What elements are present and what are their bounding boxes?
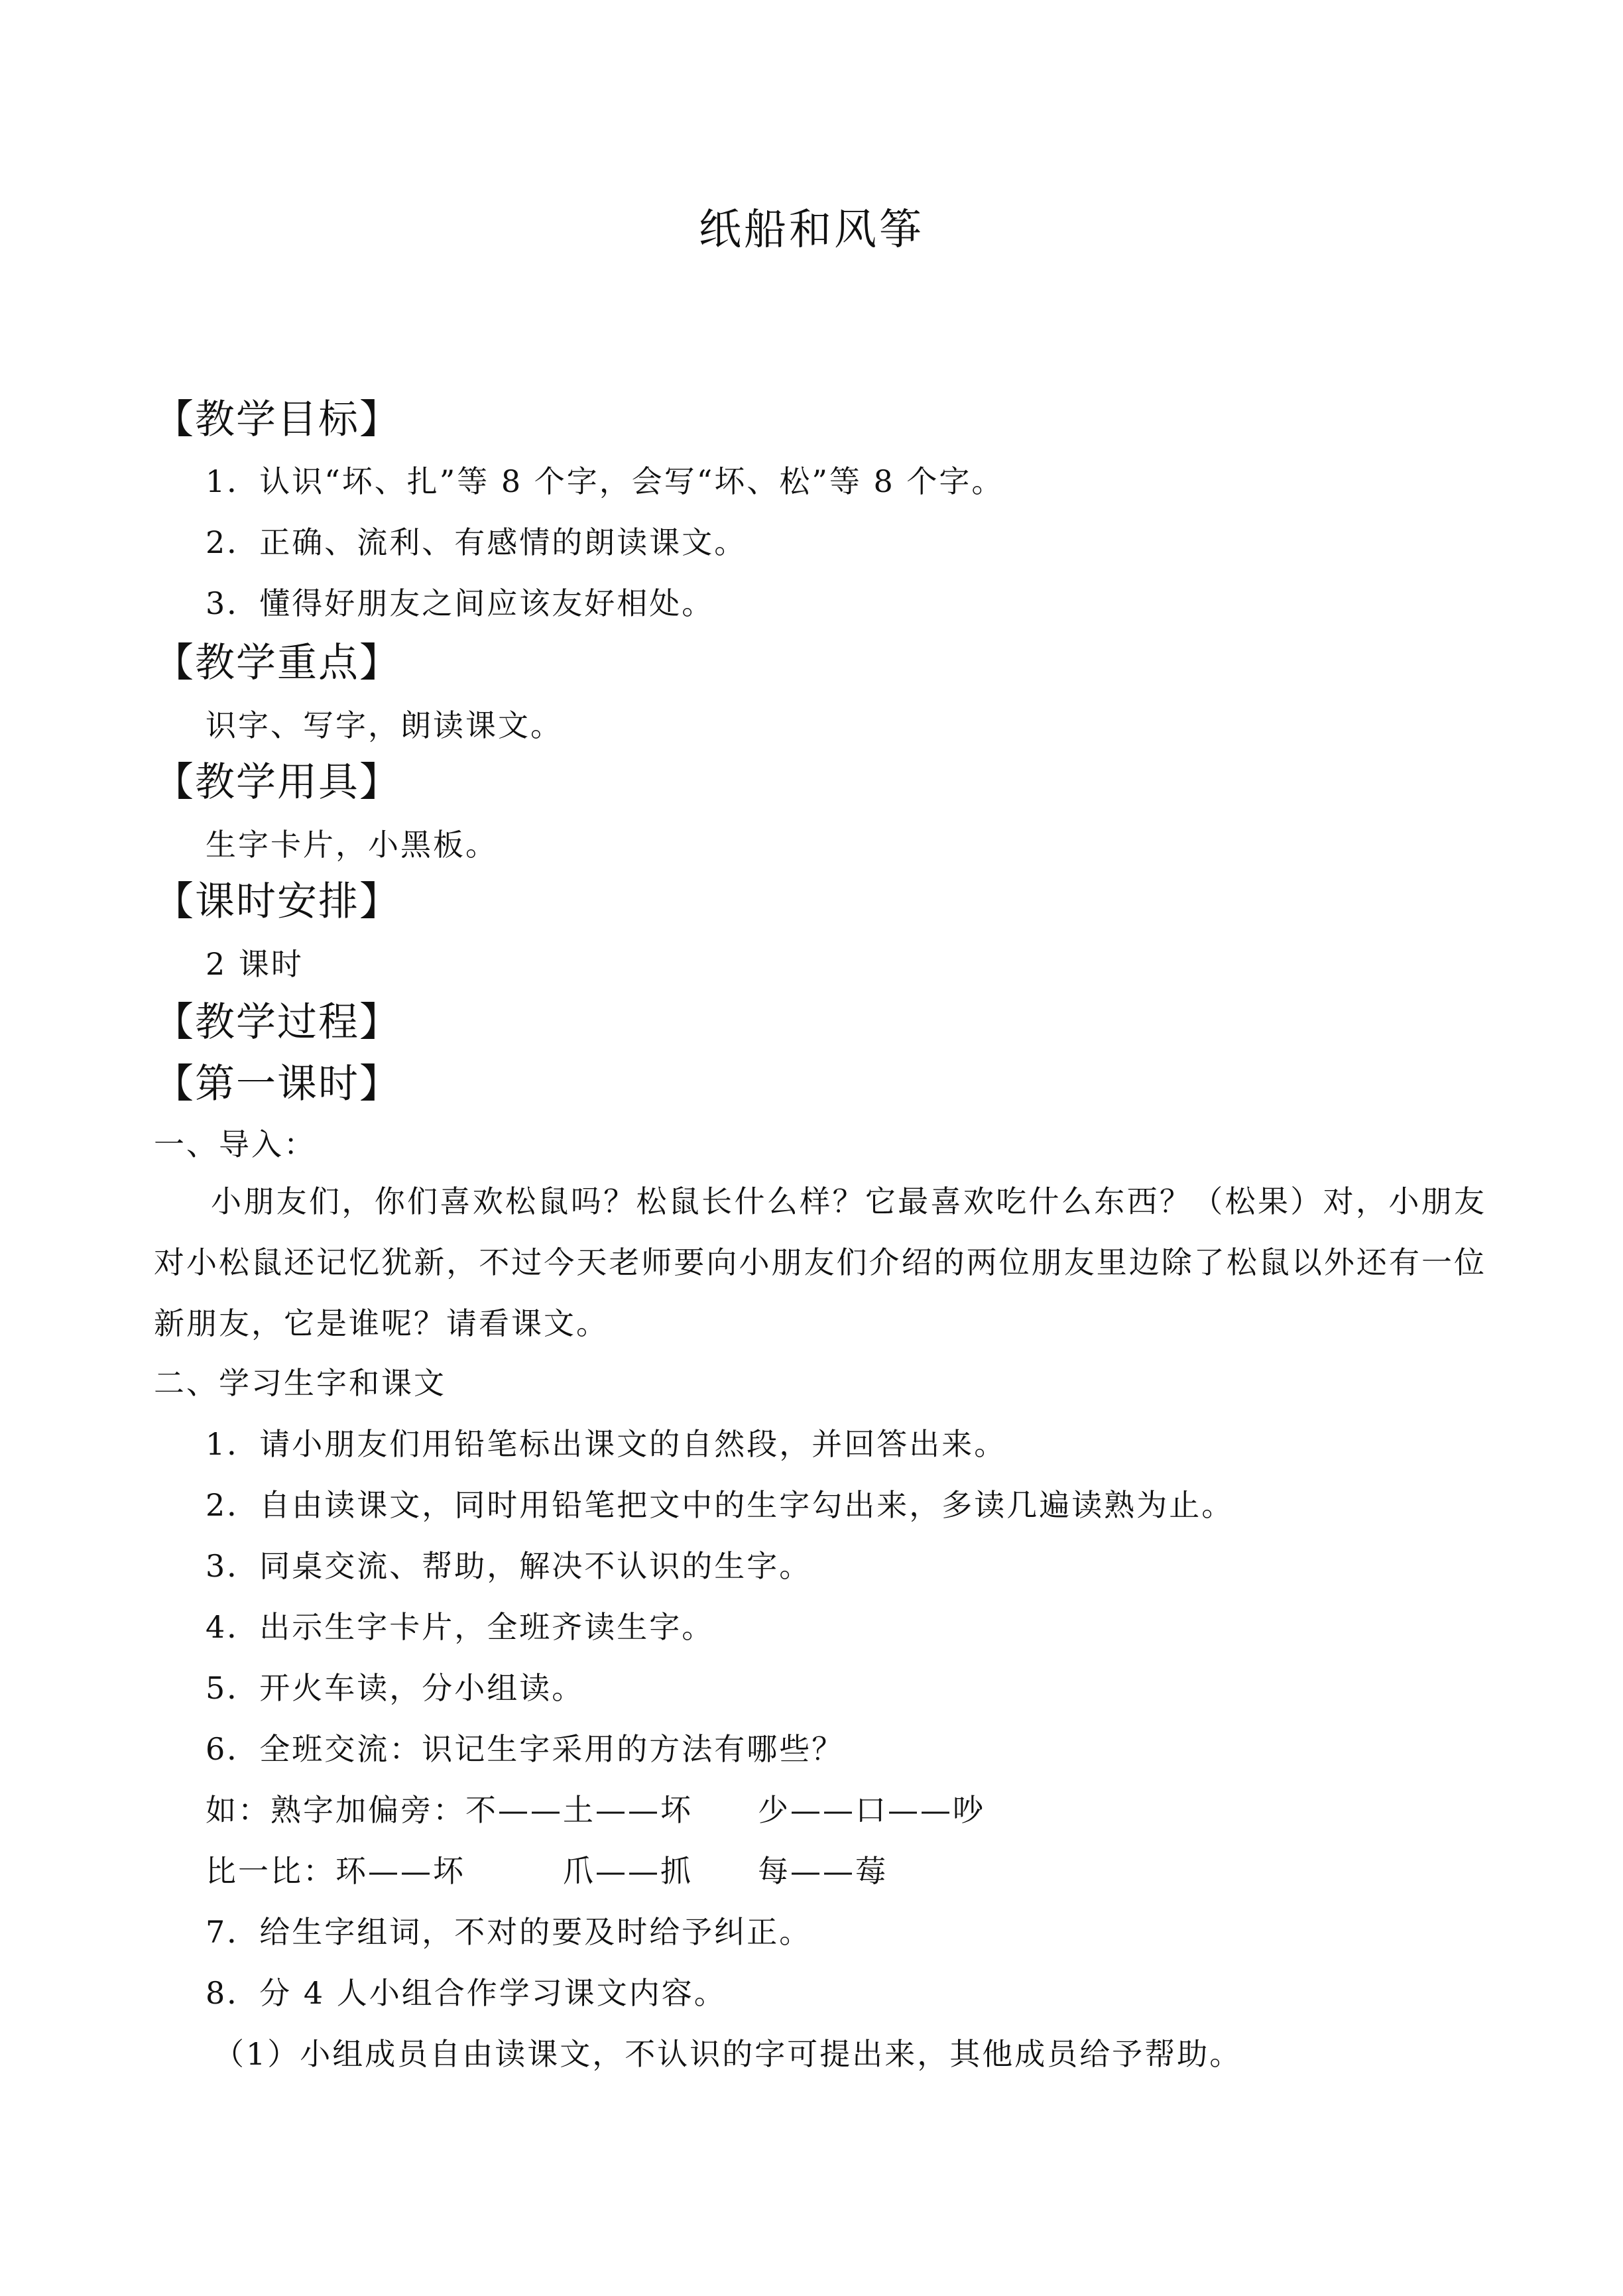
heading-key-points: 【教学重点】 xyxy=(154,640,400,686)
study-step: 5．开火车读，分小组读。 xyxy=(206,1670,585,1706)
heading-tools: 【教学用具】 xyxy=(154,759,400,806)
study-step: 2．自由读课文，同时用铅笔把文中的生字勾出来，多读几遍读熟为止。 xyxy=(206,1487,1234,1523)
intro-paragraph: 小朋友们，你们喜欢松鼠吗？松鼠长什么样？它最喜欢吃什么东西？（松果）对，小朋友对小松鼠还记忆犹新，不过今天老师要向小朋友们介绍的两位朋友里边除了松鼠以外还有一位新朋友，它是谁呢？请看课文。 xyxy=(154,1183,1486,1341)
heading-objectives: 【教学目标】 xyxy=(154,396,400,443)
key-points-text: 识字、写字，朗读课文。 xyxy=(206,707,563,743)
schedule-text: 2 课时 xyxy=(206,946,304,982)
objective-item: 3．懂得好朋友之间应该友好相处。 xyxy=(206,585,715,621)
heading-process: 【教学过程】 xyxy=(154,999,400,1046)
study-step: 8．分 4 人小组合作学习课文内容。 xyxy=(206,1975,727,2011)
study-step: 1．请小朋友们用铅笔标出课文的自然段，并回答出来。 xyxy=(206,1426,1007,1462)
study-step: 6．全班交流：识记生字采用的方法有哪些？ xyxy=(206,1731,845,1767)
intro-title: 一、导入： xyxy=(154,1126,316,1162)
heading-schedule: 【课时安排】 xyxy=(154,878,400,925)
study-step: 7．给生字组词，不对的要及时给予纠正。 xyxy=(206,1914,812,1950)
tools-text: 生字卡片，小黑板。 xyxy=(206,827,498,863)
example-radical: 如：熟字加偏旁：不——土——坏 少——口——吵 xyxy=(206,1792,985,1828)
example-compare: 比一比：环——坏 爪——抓 每——莓 xyxy=(206,1853,888,1889)
objective-item: 2．正确、流利、有感情的朗读课文。 xyxy=(206,524,747,560)
study-substep: （1）小组成员自由读课文，不认识的字可提出来，其他成员给予帮助。 xyxy=(213,2036,1242,2072)
study-title: 二、学习生字和课文 xyxy=(154,1365,446,1401)
study-step: 3．同桌交流、帮助，解决不认识的生字。 xyxy=(206,1548,812,1584)
document-title: 纸船和风筝 xyxy=(699,206,924,255)
heading-first-lesson: 【第一课时】 xyxy=(154,1061,400,1107)
objective-item: 1．认识“坏、扎”等 8 个字，会写“坏、松”等 8 个字。 xyxy=(206,463,1004,499)
study-step: 4．出示生字卡片，全班齐读生字。 xyxy=(206,1609,715,1645)
